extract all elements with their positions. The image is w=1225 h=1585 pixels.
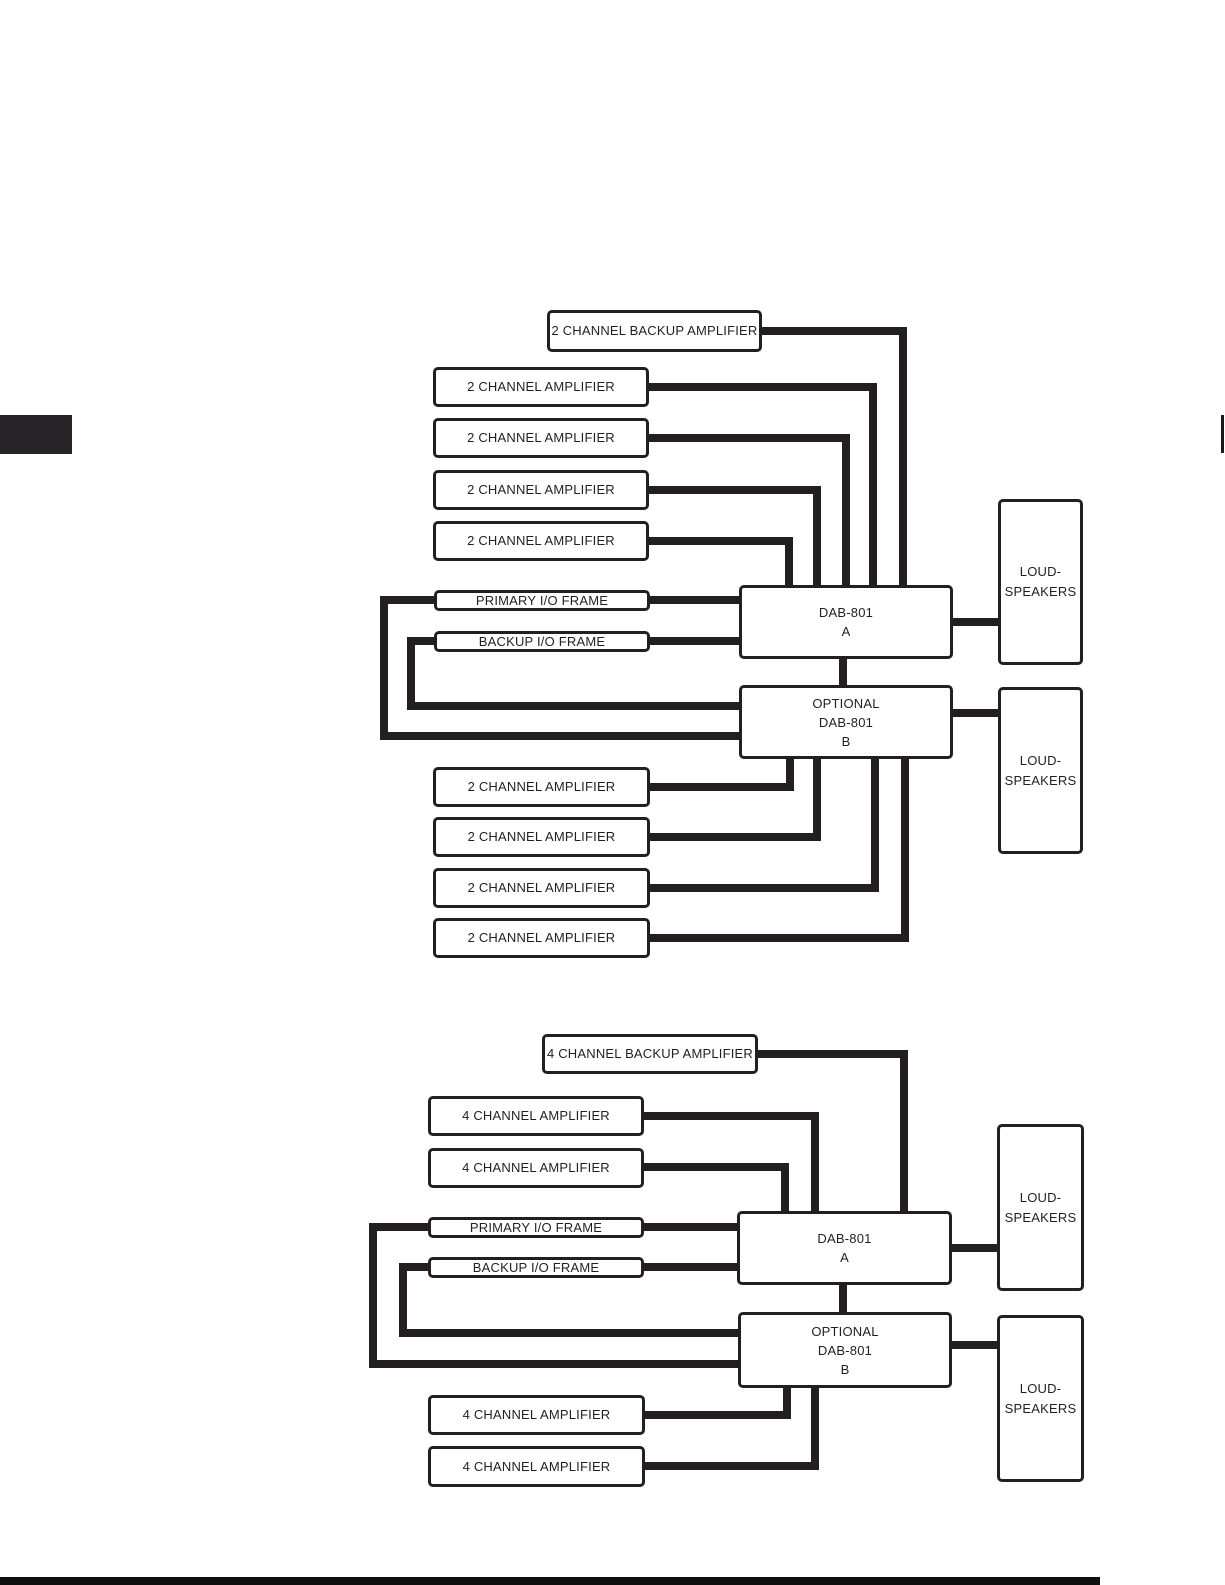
box-label: LOUD- — [1019, 1380, 1062, 1396]
box-4ch-amplifier-2 — [428, 1148, 644, 1188]
dab-unit-label: B — [840, 1361, 850, 1377]
box-4ch-loudspeakers-top — [997, 1124, 1084, 1291]
wire-4ch-primary-frame-to-dab-b — [373, 1227, 738, 1364]
box-4ch-backup-io-frame — [428, 1257, 644, 1278]
box-label: BACKUP I/O FRAME — [472, 1259, 600, 1275]
wire-2ch-amp4-to-dab-a — [649, 541, 789, 585]
box-4ch-primary-io-frame — [428, 1217, 644, 1238]
box-4ch-backup-amplifier — [542, 1034, 758, 1074]
box-4ch-amplifier-1 — [428, 1096, 644, 1136]
dab-unit-label: B — [841, 733, 851, 749]
page-edge-mark-right — [1221, 415, 1224, 453]
box-label: BACKUP I/O FRAME — [478, 633, 606, 649]
box-2ch-amplifier-6 — [433, 817, 650, 857]
box-label: 2 CHANNEL AMPLIFIER — [467, 880, 616, 895]
box-2ch-amplifier-3 — [433, 470, 649, 510]
box-label: 4 CHANNEL AMPLIFIER — [462, 1160, 610, 1175]
box-4ch-amplifier-3 — [428, 1395, 645, 1435]
dab-optional-label: OPTIONAL — [812, 695, 880, 711]
dab-model-label: DAB-801 — [817, 1342, 873, 1358]
box-2ch-dab-801-a — [739, 585, 953, 659]
box-2ch-loudspeakers-bottom — [998, 687, 1083, 854]
box-label: 4 CHANNEL AMPLIFIER — [462, 1407, 611, 1422]
box-4ch-amplifier-4 — [428, 1446, 645, 1487]
box-2ch-amplifier-8 — [433, 918, 650, 958]
dab-model-label: DAB-801 — [818, 605, 874, 620]
dab-model-label: DAB-801 — [818, 714, 874, 730]
dab-unit-label: A — [840, 1250, 849, 1265]
box-label: 2 CHANNEL AMPLIFIER — [467, 430, 615, 445]
wire-2ch-amp5-to-dab-b — [650, 759, 790, 787]
box-2ch-amplifier-7 — [433, 868, 650, 908]
wire-2ch-amp7-to-dab-b — [650, 759, 875, 888]
box-label: SPEAKERS — [1004, 772, 1077, 788]
box-4ch-optional-dab-801-b — [738, 1312, 952, 1388]
page-edge-tab-left — [0, 415, 72, 454]
box-label: SPEAKERS — [1004, 1209, 1077, 1225]
box-label: 2 CHANNEL AMPLIFIER — [467, 482, 615, 497]
wire-4ch-amp3-to-dab-b — [645, 1388, 787, 1415]
box-4ch-loudspeakers-bottom — [997, 1315, 1084, 1482]
box-4ch-dab-801-a — [737, 1211, 952, 1285]
box-2ch-amplifier-4 — [433, 521, 649, 561]
dab-model-label: DAB-801 — [817, 1231, 872, 1246]
page-footer-rule — [0, 1577, 1100, 1585]
box-2ch-amplifier-5 — [433, 767, 650, 807]
box-label: LOUD- — [1019, 752, 1062, 768]
box-label: 2 CHANNEL AMPLIFIER — [467, 533, 615, 548]
wire-4ch-backup-amp-to-dab-a — [758, 1054, 904, 1211]
wire-4ch-amp2-to-dab-a — [644, 1167, 785, 1211]
box-label: LOUD- — [1019, 564, 1062, 579]
box-label: PRIMARY I/O FRAME — [475, 592, 609, 608]
dab-optional-label: OPTIONAL — [811, 1323, 879, 1339]
dab-unit-label: A — [841, 624, 851, 639]
box-label: 2 CHANNEL AMPLIFIER — [467, 379, 615, 394]
box-2ch-amplifier-2 — [433, 418, 649, 458]
wire-2ch-primary-frame-to-dab-b — [384, 600, 739, 736]
box-2ch-backup-io-frame — [434, 631, 650, 652]
box-label: LOUD- — [1019, 1189, 1062, 1205]
box-2ch-loudspeakers-top — [998, 499, 1083, 665]
box-label: 2 CHANNEL BACKUP AMPLIFIER — [551, 323, 758, 338]
box-2ch-primary-io-frame — [434, 590, 650, 611]
box-label: 2 CHANNEL AMPLIFIER — [467, 829, 616, 844]
box-label: SPEAKERS — [1004, 1400, 1077, 1416]
box-2ch-optional-dab-801-b — [739, 685, 953, 759]
box-label: PRIMARY I/O FRAME — [469, 1219, 603, 1235]
box-label: 4 CHANNEL AMPLIFIER — [462, 1108, 610, 1123]
box-label: 4 CHANNEL BACKUP AMPLIFIER — [546, 1046, 754, 1061]
box-label: SPEAKERS — [1004, 584, 1077, 599]
box-2ch-backup-amplifier — [547, 310, 762, 352]
wire-2ch-backup-amp-to-dab-a — [762, 331, 903, 585]
box-2ch-amplifier-1 — [433, 367, 649, 407]
box-label: 2 CHANNEL AMPLIFIER — [467, 930, 616, 945]
box-label: 4 CHANNEL AMPLIFIER — [462, 1458, 611, 1474]
box-label: 2 CHANNEL AMPLIFIER — [467, 779, 616, 794]
